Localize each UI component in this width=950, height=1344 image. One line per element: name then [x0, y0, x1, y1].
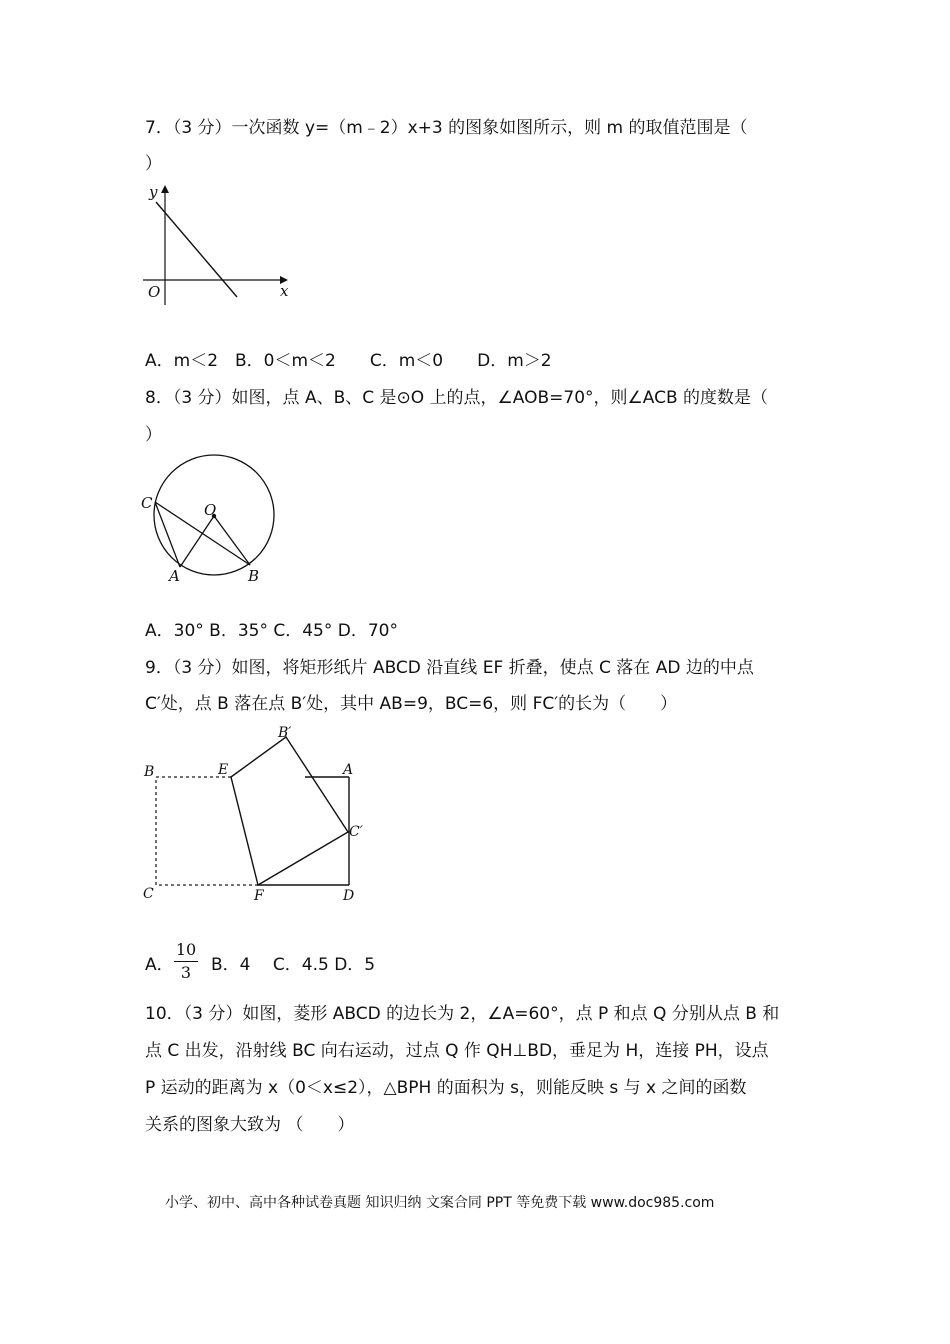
q8-stem-line1: 8．（3 分）如图，点 A、B、C 是⊙O 上的点，∠AOB=70°，则∠ACB 的度数是（ [145, 388, 769, 408]
q10-stem-line4: 关系的图象大致为 （ ） [145, 1115, 355, 1135]
label-b: B [248, 567, 260, 585]
q10-stem-line2: 点 C 出发，沿射线 BC 向右运动，过点 Q 作 QH⊥BD，垂足为 H，连接 PH，设点 [145, 1041, 769, 1061]
label-b-prime: B′ [278, 725, 292, 741]
q9-stem-line2: C′处，点 B 落在点 B′处，其中 AB=9，BC=6，则 FC′的长为（ ） [145, 694, 678, 714]
q9-stem-line1: 9．（3 分）如图，将矩形纸片 ABCD 沿直线 EF 折叠，使点 C 落在 AD 边的中点 [145, 658, 754, 678]
q9-option-a-fraction [174, 940, 198, 983]
segment-ob [214, 516, 250, 565]
q10-stem-line3: P 运动的距离为 x（0＜x≤2），△BPH 的面积为 s，则能反映 s 与 x 之间的函数 [145, 1078, 747, 1098]
q9-option-a-label: A． [145, 955, 174, 975]
label-c: C [143, 886, 154, 902]
origin-label: O [148, 283, 161, 301]
segment-ca [155, 502, 180, 567]
original-rectangle-dashed [156, 777, 258, 885]
q10-stem-line1: 10．（3 分）如图，菱形 ABCD 的边长为 2，∠A=60°，点 P 和点 Q 分别从点 B 和 [145, 1004, 780, 1024]
label-d: D [343, 888, 355, 904]
label-f: F [254, 888, 264, 904]
y-axis-arrow [161, 185, 169, 193]
folded-quadrilateral [231, 737, 348, 885]
label-a: A [169, 567, 180, 585]
q8-options: A．30° B．35° C．45° D．70° [145, 621, 398, 641]
y-axis-label: y [149, 183, 158, 201]
fraction-numerator: 10 [175, 940, 197, 959]
label-c-prime: C′ [349, 824, 363, 840]
q7-stem-line1: 7．（3 分）一次函数 y=（m﹣2）x+3 的图象如图所示，则 m 的取值范围是（ [145, 118, 748, 138]
q7-line-graph-figure [140, 180, 300, 305]
fraction-denominator: 3 [180, 963, 192, 982]
function-line [156, 202, 237, 297]
x-axis-label: x [280, 282, 289, 300]
label-e: E [218, 762, 229, 778]
page-footer: 小学、初中、高中各种试卷真题 知识归纳 文案合同 PPT 等免费下载 www.doc985.com [165, 1195, 715, 1211]
q7-options: A．m＜2 B．0＜m＜2 C．m＜0 D．m＞2 [145, 351, 552, 371]
fraction-bar [174, 961, 198, 962]
label-c: C [141, 494, 153, 512]
q9-folded-rectangle-figure [138, 722, 378, 907]
q8-stem-line2: ） [145, 425, 162, 445]
label-a: A [343, 762, 354, 778]
q7-stem-line2: ） [145, 154, 162, 174]
label-o: O [204, 501, 217, 519]
q9-options-rest: B．4 C．4.5 D．5 [211, 955, 376, 975]
q8-circle-figure [138, 452, 283, 587]
segment-ao [180, 516, 214, 567]
label-b: B [144, 764, 155, 780]
